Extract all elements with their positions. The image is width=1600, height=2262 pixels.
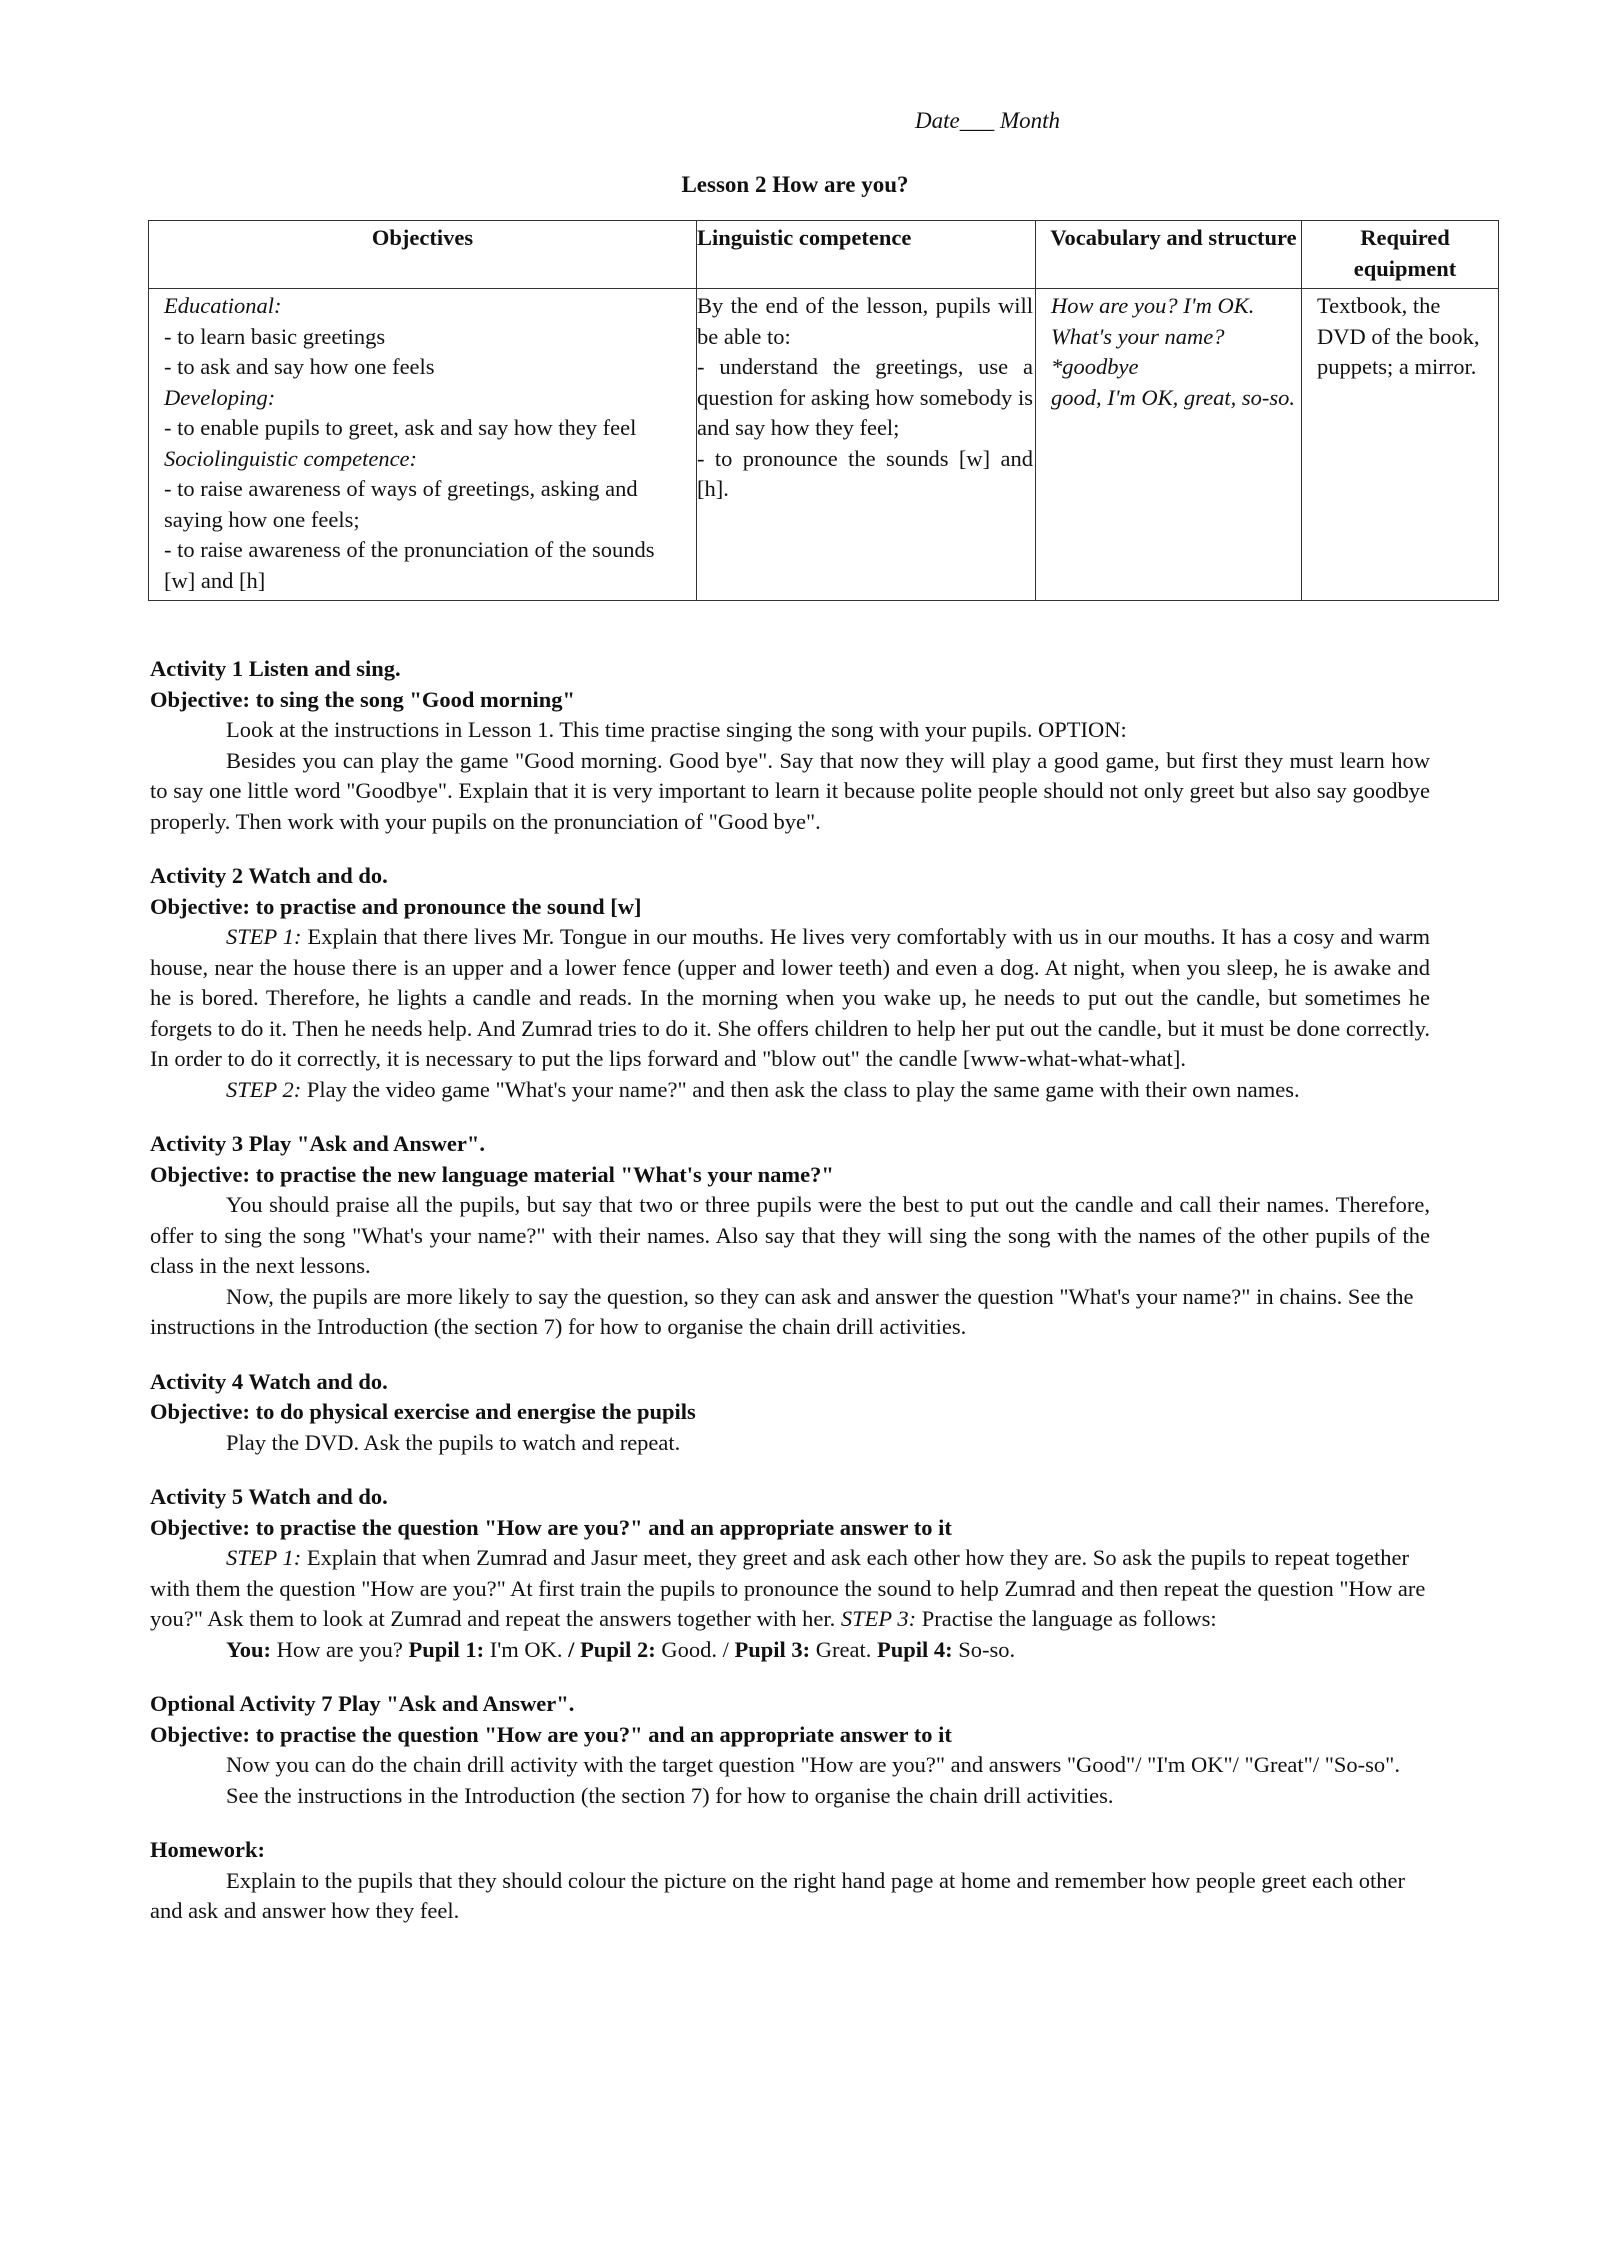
homework: [150, 1835, 1430, 1927]
dialog-text: So-so.: [952, 1636, 1016, 1662]
dialog-text: I'm OK.: [484, 1636, 569, 1662]
activity-title: Activity 2 Watch and do.: [150, 863, 388, 888]
dialog-separator: /: [568, 1636, 575, 1662]
linguistic-cell: [697, 289, 1036, 601]
activity-1: [150, 654, 1430, 837]
header-vocabulary: Vocabulary and structure: [1036, 221, 1302, 289]
vocabulary-cell: [1036, 289, 1302, 601]
activity-objective: Objective: to practise the question "How are you?" and an appropriate answer to it: [150, 1514, 952, 1540]
dialog-speaker: Pupil 2:: [574, 1636, 656, 1662]
activity-4: [150, 1367, 1430, 1459]
activity-objective: Objective: to do physical exercise and energise the pupils: [150, 1399, 696, 1424]
step-label: STEP 1:: [226, 924, 302, 949]
paragraph: [150, 922, 1430, 1075]
dialog-text: How are you?: [271, 1636, 409, 1662]
activity-objective: Objective: to practise and pronounce the sound [w]: [150, 893, 642, 919]
objective-item: - to learn basic greetings: [164, 323, 386, 349]
step-text: Play the video game "What's your name?" and then ask the class to play the same game with their own names.: [301, 1076, 1300, 1102]
paragraph: Besides you can play the game "Good morning. Good bye". Say that now they will play a good game, but first they must learn how to say one little word "Goodbye". Explain that it is very important to learn it because polite people should not only greet but also say goodbye properly. Then work with your pupils on the pronunciation of "Good bye".: [150, 747, 1430, 834]
dialog-text: Good. /: [655, 1636, 735, 1662]
date-line: Date___ Month: [915, 108, 1061, 133]
vocabulary-item: *goodbye: [1051, 354, 1139, 379]
step-label: STEP 2:: [226, 1076, 302, 1102]
table-row: [149, 289, 1499, 601]
linguistic-intro: By the end of the lesson, pupils will be able to:: [697, 293, 1033, 349]
activity-7-optional: [150, 1689, 1430, 1811]
header-linguistic: Linguistic competence: [697, 221, 1036, 289]
activity-5: [150, 1482, 1430, 1665]
activity-title: Optional Activity 7 Play "Ask and Answer".: [150, 1691, 575, 1716]
activity-2: [150, 861, 1430, 1105]
step-text: Explain that there lives Mr. Tongue in our mouths. He lives very comfortably with us in our mouths. It has a cosy and warm house, near the house there is an upper and a lower fence (upper and lower teeth) and even a dog. At night, when you sleep, he is awake and he is bored. Therefore, he lights a candle and reads. In the morning when you wake up, he needs to put out the candle, but sometimes he forgets to do it. Then he needs help. And Zumrad tries to do it. She offers children to help her put out the candle, but it must be done correctly. In order to do it correctly, it is necessary to put the lips forward and "blow out" the candle [www-what-what-what].: [150, 924, 1430, 1071]
objective-item: - to ask and say how one feels: [164, 354, 435, 379]
vocabulary-item: How are you? I'm OK.: [1051, 293, 1255, 318]
paragraph: Look at the instructions in Lesson 1. This time practise singing the song with your pupils. OPTION:: [226, 717, 1127, 742]
socio-label: Sociolinguistic competence:: [164, 445, 418, 471]
step-label: STEP 3:: [840, 1606, 917, 1631]
table-header-row: [149, 221, 1499, 289]
activity-title: Activity 1 Listen and sing.: [150, 656, 401, 681]
activity-objective: Objective: to practise the question "How are you?" and an appropriate answer to it: [150, 1721, 952, 1747]
vocabulary-item: good, I'm OK, great, so-so.: [1051, 384, 1295, 410]
objective-item: - to raise awareness of the pronunciation of the sounds [w] and [h]: [164, 537, 655, 593]
header-equipment: Required equipment: [1302, 221, 1499, 289]
dialog-speaker: Pupil 4:: [876, 1636, 953, 1662]
step-text: Explain that when Zumrad and Jasur meet, they greet and ask each other how they are. So ask the pupils to repeat together with them the question "How are you?" At first train the pupils to pronounce the sound to help Zumrad and then repeat the question "How are you?" Ask them to look at Zumrad and repeat the answers together with her.: [150, 1545, 1426, 1631]
developing-label: Developing:: [164, 384, 276, 410]
lesson-body: [150, 654, 1430, 1951]
paragraph: You should praise all the pupils, but say that two or three pupils were the best to put out the candle and call their names. Therefore, offer to sing the song "What's your name?" with their names. Also say that they will sing the song with the names of the other pupils of the class in the next lessons.: [150, 1192, 1430, 1278]
homework-title: Homework:: [150, 1837, 265, 1862]
linguistic-item: - understand the greetings, use a question for asking how somebody is and say how they feel;: [697, 354, 1033, 440]
paragraph: See the instructions in the Introduction (the section 7) for how to organise the chain drill activities.: [226, 1782, 1114, 1808]
objectives-table: [148, 220, 1499, 601]
dialog-text: Great.: [810, 1636, 877, 1662]
dialog-speaker: Pupil 1:: [408, 1636, 485, 1662]
paragraph: [150, 1075, 1430, 1106]
dialog-speaker: Pupil 3:: [734, 1636, 811, 1662]
paragraph: Play the DVD. Ask the pupils to watch and repeat.: [226, 1429, 681, 1455]
vocabulary-item: What's your name?: [1051, 323, 1225, 349]
activity-3: [150, 1129, 1430, 1343]
paragraph: Now you can do the chain drill activity with the target question "How are you?" and answers "Good"/ "I'm OK"/ "Great"/ "So-so".: [226, 1752, 1400, 1777]
step-text: Practise the language as follows:: [916, 1606, 1217, 1631]
paragraph: Explain to the pupils that they should colour the picture on the right hand page at home and remember how people greet each other and ask and answer how they feel.: [150, 1867, 1406, 1923]
dialog-speaker: You:: [226, 1636, 272, 1662]
header-objectives: Objectives: [149, 221, 697, 289]
activity-objective: Objective: to practise the new language material "What's your name?": [150, 1161, 834, 1187]
activity-title: Activity 4 Watch and do.: [150, 1368, 388, 1394]
activity-title: Activity 3 Play "Ask and Answer".: [150, 1131, 485, 1156]
objective-item: - to raise awareness of ways of greetings, asking and saying how one feels;: [164, 476, 638, 532]
paragraph: [150, 1543, 1430, 1635]
equipment-cell: Textbook, the DVD of the book, puppets; a mirror.: [1302, 289, 1499, 601]
dialog-line: [150, 1635, 1430, 1666]
objective-item: - to enable pupils to greet, ask and say how they feel: [164, 415, 637, 440]
linguistic-item: - to pronounce the sounds [w] and [h].: [697, 445, 1033, 501]
activity-objective: Objective: to sing the song "Good morning": [150, 686, 575, 712]
activity-title: Activity 5 Watch and do.: [150, 1484, 388, 1509]
lesson-title: Lesson 2 How are you?: [681, 172, 909, 197]
paragraph: Now, the pupils are more likely to say the question, so they can ask and answer the question "What's your name?" in chains. See the instructions in the Introduction (the section 7) for how to organise the chain drill activities.: [150, 1283, 1414, 1339]
objectives-cell: [149, 289, 697, 601]
educational-label: Educational:: [164, 293, 282, 318]
step-label: STEP 1:: [226, 1545, 302, 1570]
